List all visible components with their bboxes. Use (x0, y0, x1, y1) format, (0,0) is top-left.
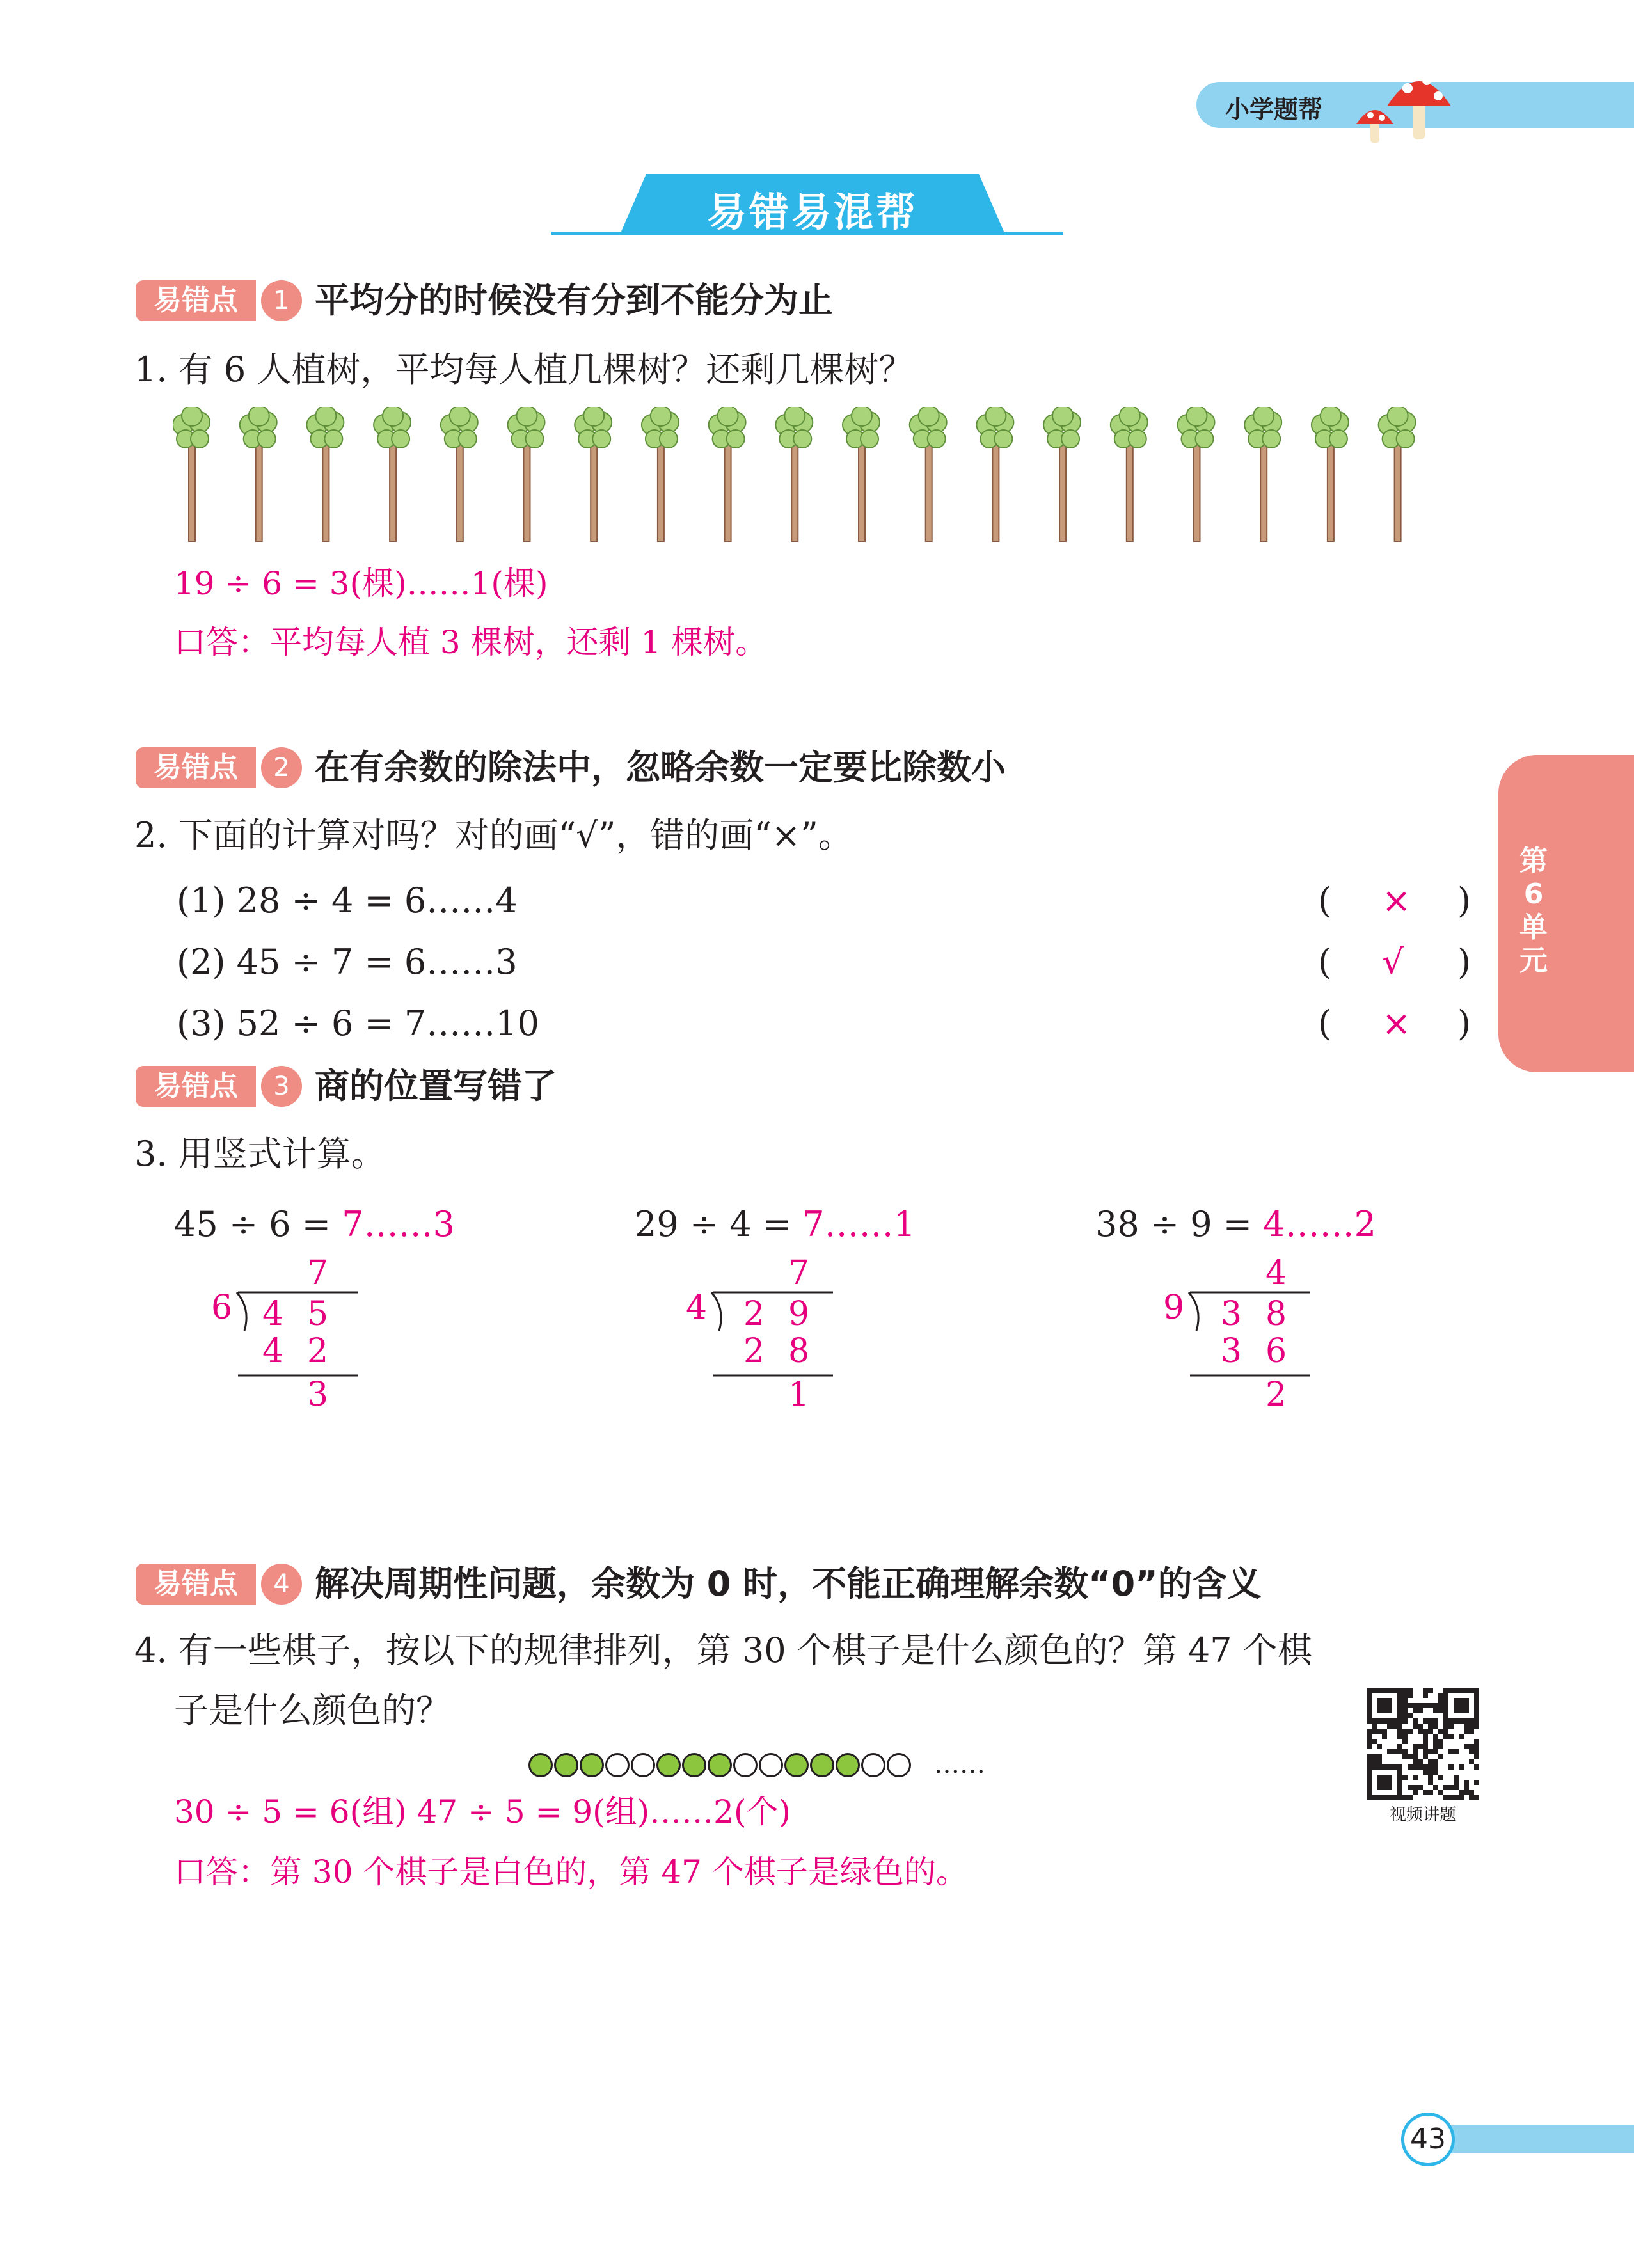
bead-sequence (528, 1753, 938, 1779)
division-expression-2 (635, 1203, 916, 1246)
green-bead (656, 1753, 681, 1777)
green-bead (580, 1753, 604, 1777)
green-bead (836, 1753, 860, 1777)
tree-icon (976, 407, 1013, 541)
qr-code-icon[interactable] (1367, 1688, 1479, 1800)
expression-result: 7……3 (342, 1204, 455, 1244)
quotient: 4 (1265, 1254, 1287, 1292)
remainder: 1 (788, 1376, 810, 1414)
division-expression-1 (174, 1203, 455, 1246)
product-ones: 6 (1265, 1332, 1287, 1370)
mushroom-icon (1337, 56, 1465, 146)
white-bead (759, 1753, 783, 1777)
paren-open: ( (1318, 942, 1332, 982)
tag-label: 易错点 (136, 1564, 256, 1605)
divisor: 4 (686, 1289, 708, 1327)
tree-icon (1244, 407, 1281, 541)
check-expression: (1) 28 ÷ 4 = 6……4 (177, 880, 518, 921)
tree-icon (1178, 407, 1215, 541)
white-bead (605, 1753, 630, 1777)
dividend-ones: 8 (1265, 1295, 1287, 1333)
product-ones: 8 (788, 1332, 810, 1370)
banner-title: 易错易混帮 (706, 189, 918, 235)
expression-text: 29 ÷ 4 = (635, 1204, 803, 1244)
tree-row (173, 407, 1427, 548)
answer-mark: × (1382, 880, 1411, 921)
answer-1-equation: 19 ÷ 6 = 3(棵)……1(棵) (174, 565, 548, 602)
quotient: 7 (788, 1254, 810, 1292)
tag-label: 易错点 (136, 280, 256, 321)
tag-label: 易错点 (136, 747, 256, 788)
divisor: 6 (211, 1289, 233, 1327)
remainder: 2 (1265, 1376, 1287, 1414)
expression-text: 38 ÷ 9 = (1095, 1204, 1264, 1244)
green-bead (682, 1753, 706, 1777)
answer-mark: √ (1382, 942, 1404, 982)
product-tens: 3 (1221, 1332, 1242, 1370)
divisor: 9 (1163, 1289, 1185, 1327)
white-bead (631, 1753, 655, 1777)
answer-4-equation: 30 ÷ 5 = 6(组) 47 ÷ 5 = 9(组)……2(个) (174, 1793, 791, 1830)
tag-title: 商的位置写错了 (315, 1066, 557, 1106)
green-bead (528, 1753, 553, 1777)
green-bead (708, 1753, 732, 1777)
expression-text: 45 ÷ 6 = (174, 1204, 342, 1244)
division-expression-3 (1095, 1203, 1376, 1246)
brand-name: 小学题帮 (1225, 95, 1323, 123)
question-4-line2: 子是什么颜色的？ (174, 1690, 450, 1731)
tree-icon (1111, 407, 1148, 541)
check-item-3 (177, 1002, 539, 1045)
paren-close: ) (1457, 880, 1471, 921)
green-bead (784, 1753, 809, 1777)
tree-icon (575, 407, 612, 541)
answer-mark: × (1382, 1003, 1411, 1043)
tree-icon (1043, 407, 1081, 541)
answer-1-statement: 口答：平均每人植 3 棵树，还剩 1 棵树。 (174, 624, 768, 661)
page-number-bar (1440, 2125, 1634, 2153)
tag-number: 4 (261, 1564, 302, 1605)
dividend-tens: 4 (262, 1295, 284, 1333)
tree-icon (1312, 407, 1349, 541)
tag-label: 易错点 (136, 1066, 256, 1107)
tag-title: 在有余数的除法中，忽略余数一定要比除数小 (315, 747, 1006, 788)
answer-4-statement: 口答：第 30 个棋子是白色的，第 47 个棋子是绿色的。 (174, 1853, 968, 1891)
tree-icon (306, 407, 344, 541)
question-1: 1. 有 6 人植树，平均每人植几棵树？还剩几棵树？ (134, 349, 914, 390)
dividend-ones: 9 (788, 1295, 810, 1333)
quotient: 7 (307, 1254, 329, 1292)
white-bead (733, 1753, 758, 1777)
tree-icon (1379, 407, 1416, 541)
green-bead (554, 1753, 578, 1777)
long-division-1 (211, 1254, 422, 1420)
question-2: 2. 下面的计算对吗？对的画“√”，错的画“×”。 (134, 815, 853, 855)
paren-close: ) (1457, 1003, 1471, 1043)
product-tens: 4 (262, 1332, 284, 1370)
check-item-2 (177, 940, 518, 984)
bead-ellipsis: …… (934, 1750, 985, 1779)
dividend-tens: 2 (743, 1295, 765, 1333)
remainder: 3 (307, 1376, 329, 1414)
tag-number: 3 (261, 1066, 302, 1107)
dividend-tens: 3 (1221, 1295, 1242, 1333)
check-expression: (3) 52 ÷ 6 = 7……10 (177, 1003, 539, 1043)
unit-side-text: 第6单元 (1519, 845, 1548, 977)
product-tens: 2 (743, 1332, 765, 1370)
tree-icon (374, 407, 411, 541)
question-3: 3. 用竖式计算。 (134, 1134, 386, 1174)
tag-title: 解决周期性问题，余数为 0 时，不能正确理解余数“0”的含义 (315, 1564, 1262, 1604)
white-bead (861, 1753, 885, 1777)
question-4-line1: 4. 有一些棋子，按以下的规律排列，第 30 个棋子是什么颜色的？第 47 个棋 (134, 1630, 1312, 1670)
white-bead (887, 1753, 911, 1777)
page-number: 43 (1401, 2113, 1455, 2166)
tree-icon (843, 407, 880, 541)
check-expression: (2) 45 ÷ 7 = 6……3 (177, 942, 518, 982)
tag-number: 1 (261, 280, 302, 321)
tag-number: 2 (261, 747, 302, 788)
dividend-ones: 5 (307, 1295, 329, 1333)
expression-result: 4……2 (1263, 1204, 1376, 1244)
qr-caption: 视频讲题 (1389, 1805, 1456, 1825)
paren-open: ( (1318, 880, 1332, 921)
green-bead (810, 1753, 834, 1777)
tree-icon (642, 407, 679, 541)
check-item-1 (177, 879, 518, 923)
tree-icon (173, 407, 210, 541)
long-division-2 (686, 1254, 897, 1420)
tree-icon (240, 407, 277, 541)
tag-title: 平均分的时候没有分到不能分为止 (315, 280, 833, 321)
tree-icon (709, 407, 746, 541)
long-division-3 (1163, 1254, 1374, 1420)
tree-icon (910, 407, 947, 541)
paren-open: ( (1318, 1003, 1332, 1043)
product-ones: 2 (307, 1332, 329, 1370)
tree-icon (441, 407, 478, 541)
paren-close: ) (1457, 942, 1471, 982)
expression-result: 7……1 (802, 1204, 916, 1244)
tree-icon (775, 407, 813, 541)
tree-icon (508, 407, 545, 541)
